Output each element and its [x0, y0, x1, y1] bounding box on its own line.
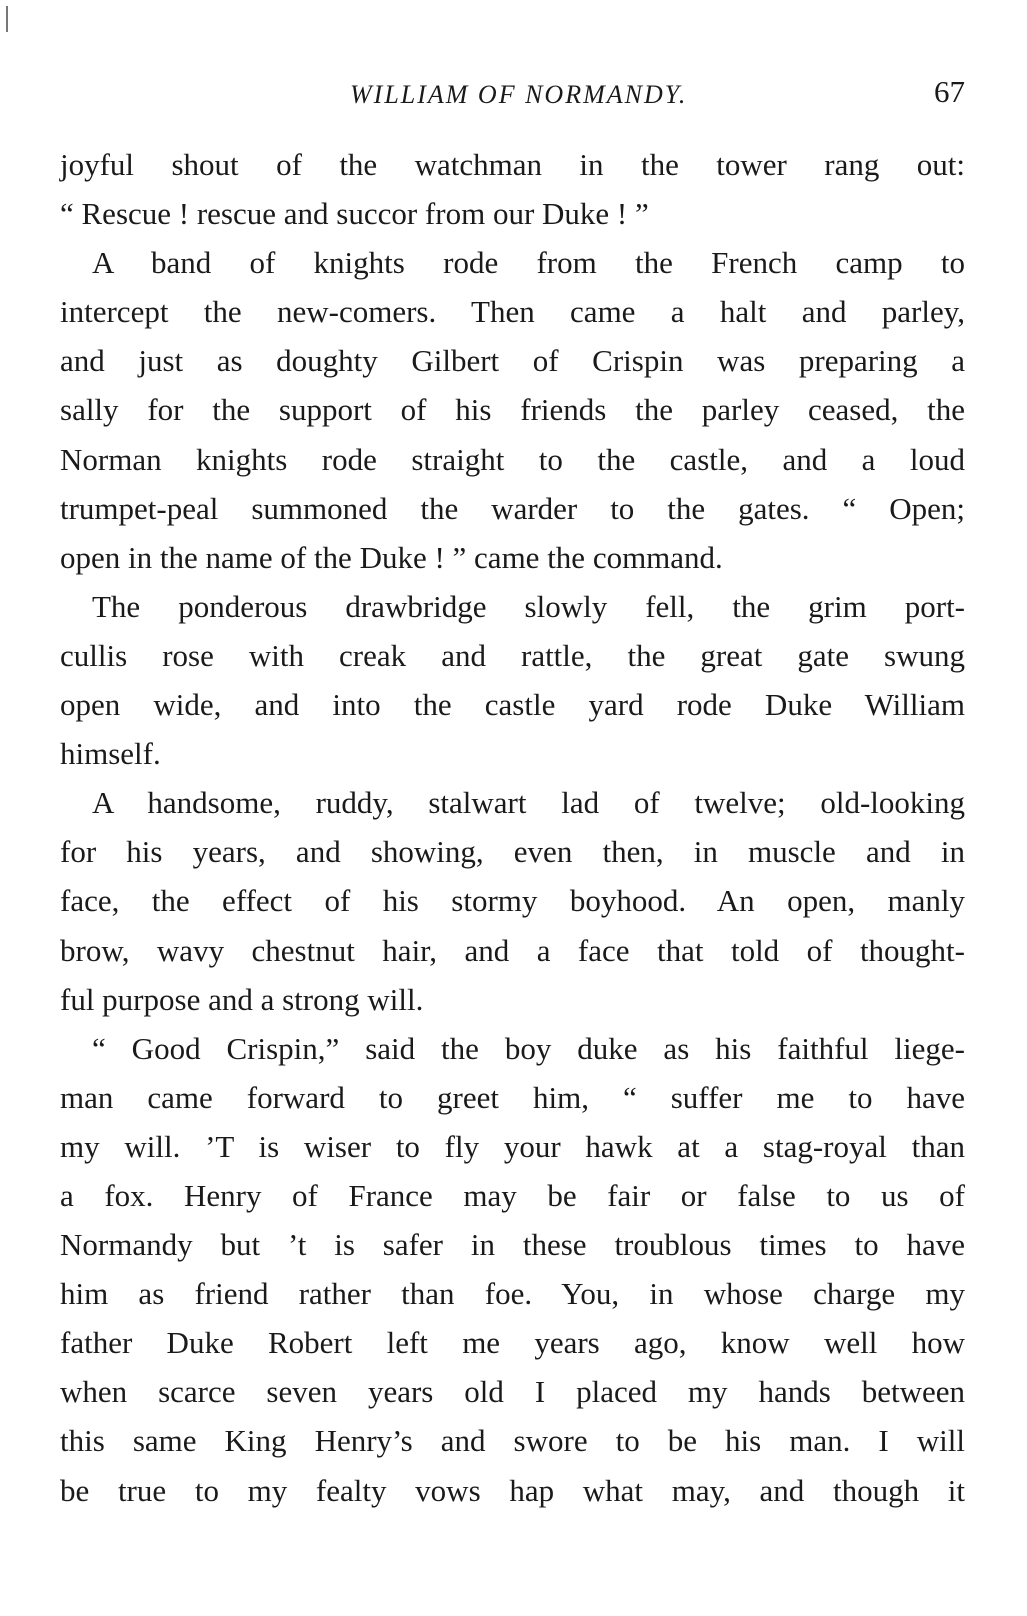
text-line: face, the effect of his stormy boyhood. An open, manly: [60, 883, 965, 919]
page-number: 67: [934, 74, 965, 109]
text-line: The ponderous drawbridge slowly fell, the grim port-: [92, 588, 965, 624]
text-line: open wide, and into the castle yard rode Duke William: [60, 687, 965, 723]
text-line: “ Good Crispin,” said the boy duke as his faithful liege-: [92, 1030, 965, 1066]
text-line: open in the name of the Duke ! ” came the command.: [60, 539, 723, 575]
running-head: [60, 74, 965, 118]
running-title: WILLIAM OF NORMANDY.: [350, 80, 688, 109]
text-line: cullis rose with creak and rattle, the great gate swung: [60, 637, 965, 673]
text-line: joyful shout of the watchman in the tower rang out:: [60, 147, 965, 182]
text-line: father Duke Robert left me years ago, know well how: [60, 1325, 965, 1361]
text-line: for his years, and showing, even then, in muscle and in: [60, 834, 965, 870]
text-line: brow, wavy chestnut hair, and a face that told of thought-: [60, 932, 965, 968]
text-line: intercept the new-comers. Then came a halt and parley,: [60, 294, 965, 330]
text-line: my will. ’T is wiser to fly your hawk at a stag-royal than: [60, 1128, 965, 1164]
text-line: this same King Henry’s and swore to be his man. I will: [60, 1423, 965, 1459]
text-line: ful purpose and a strong will.: [60, 981, 424, 1017]
scan-edge-mark: [6, 6, 8, 32]
text-line: be true to my fealty vows hap what may, and though it: [60, 1472, 965, 1508]
text-line: A handsome, ruddy, stalwart lad of twelve; old-looking: [92, 785, 965, 821]
body-text: [60, 140, 965, 1515]
text-line: trumpet-peal summoned the warder to the gates. “ Open;: [60, 490, 965, 526]
text-line: A band of knights rode from the French camp to: [92, 245, 965, 281]
text-line: a fox. Henry of France may be fair or false to us of: [60, 1177, 965, 1213]
text-line: Norman knights rode straight to the castle, and a loud: [60, 441, 965, 477]
text-line: when scarce seven years old I placed my hands between: [60, 1374, 965, 1410]
text-line: Normandy but ’t is safer in these troublous times to have: [60, 1227, 965, 1263]
text-line: him as friend rather than foe. You, in whose charge my: [60, 1276, 965, 1312]
text-line: sally for the support of his friends the parley ceased, the: [60, 392, 965, 428]
text-line: himself.: [60, 736, 161, 772]
text-line: and just as doughty Gilbert of Crispin was preparing a: [60, 343, 965, 379]
text-line: “ Rescue ! rescue and succor from our Duke ! ”: [60, 196, 649, 232]
text-line: man came forward to greet him, “ suffer me to have: [60, 1079, 965, 1115]
